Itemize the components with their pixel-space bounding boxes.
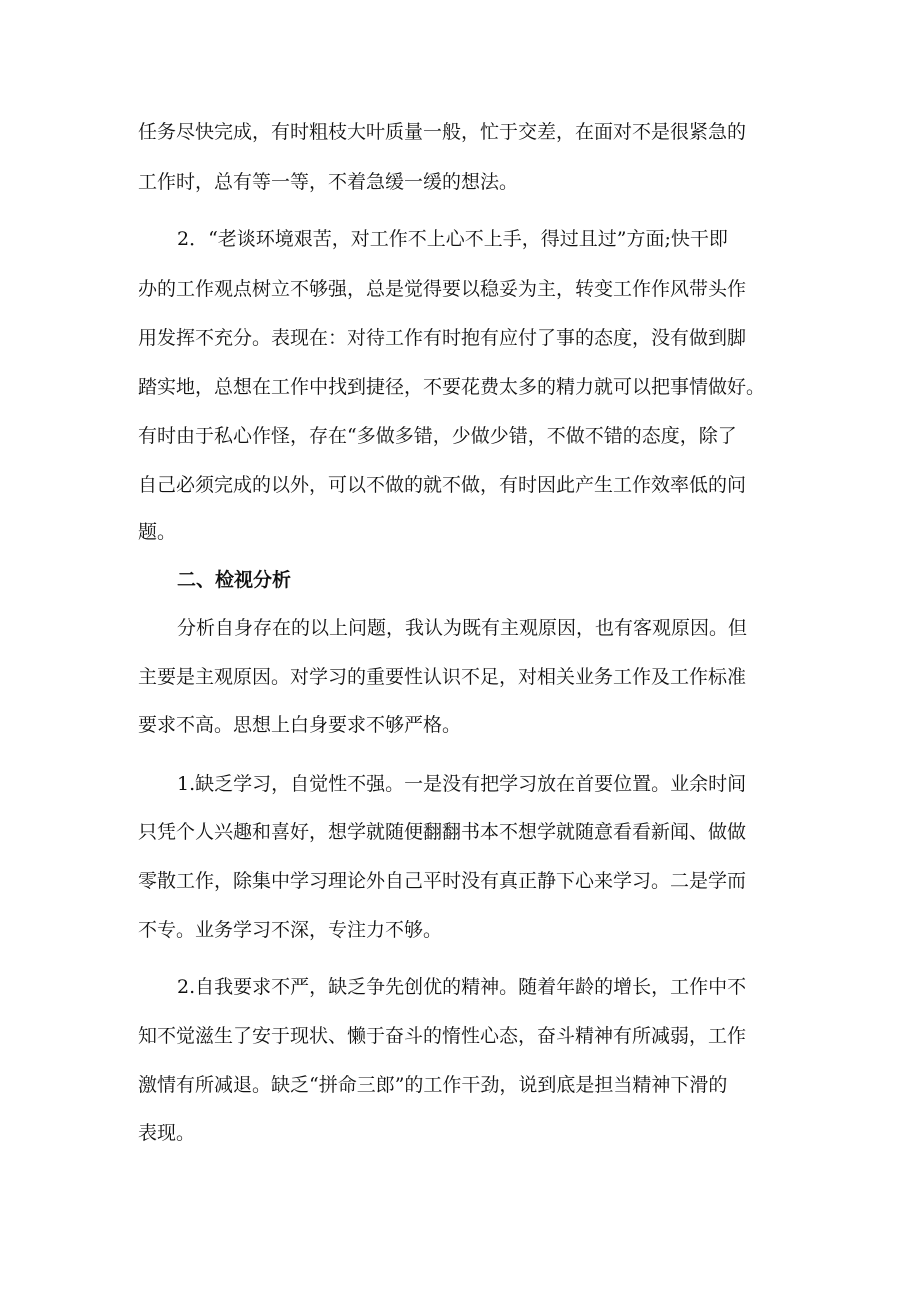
body-text-line: 要求不高。思想上白身要求不够严格。 — [138, 714, 462, 736]
paragraph-start-line: 2．“老谈环境艰苦，对工作不上心不上手，得过且过”方面;快干即 — [177, 228, 728, 250]
body-text-line: 知不觉滋生了安于现状、懒于奋斗的惰性心态，奋斗精神有所减弱，工作 — [138, 1025, 747, 1047]
body-text-line: 不专。业务学习不深，专注力不够。 — [138, 919, 443, 941]
section-heading: 二、检视分析 — [177, 569, 292, 591]
body-text-line: 任务尽快完成，有时粗枝大叶质量一般，忙于交差，在面对不是很紧急的 — [138, 121, 747, 143]
body-text-line: 零散工作，除集中学习理论外自己平时没有真正静下心来学习。二是学而 — [138, 870, 747, 892]
paragraph-start-line: 1.缺乏学习，自觉性不强。一是没有把学习放在首要位置。业余时间 — [177, 773, 747, 795]
paragraph-start-line: 2.自我要求不严，缺乏争先创优的精神。随着年龄的增长，工作中不 — [177, 976, 747, 998]
body-text-line: 工作时，总有等一等，不着急缓一缓的想法。 — [138, 171, 519, 193]
body-text-line: 用发挥不充分。表现在：对待工作有时抱有应付了事的态度，没有做到脚 — [138, 327, 747, 349]
body-text-line: 自己必须完成的以外，可以不做的就不做，有时因此产生工作效率低的问 — [138, 474, 747, 496]
body-text-line: 办的工作观点树立不够强，总是觉得要以稳妥为主，转变工作作风带头作 — [138, 278, 747, 300]
body-text-line: 主要是主观原因。对学习的重要性认识不足，对相关业务工作及工作标准 — [138, 666, 747, 688]
body-text-line: 表现。 — [138, 1122, 196, 1144]
body-text-line: 有时由于私心作怪，存在“多做多错，少做少错，不做不错的态度，除了 — [138, 425, 737, 447]
body-text-line: 只凭个人兴趣和喜好，想学就随便翻翻书本不想学就随意看看新闻、做做 — [138, 821, 747, 843]
body-text-line: 踏实地，总想在工作中找到捷径，不要花费太多的精力就可以把事情做好。 — [138, 376, 766, 398]
body-text-line: 题。 — [138, 521, 177, 543]
body-text-line: 激情有所减退。缺乏“拼命三郎”的工作干劲，说到底是担当精神下滑的 — [138, 1074, 728, 1096]
paragraph-start-line: 分析自身存在的以上问题，我认为既有主观原因，也有客观原因。但 — [177, 617, 748, 639]
